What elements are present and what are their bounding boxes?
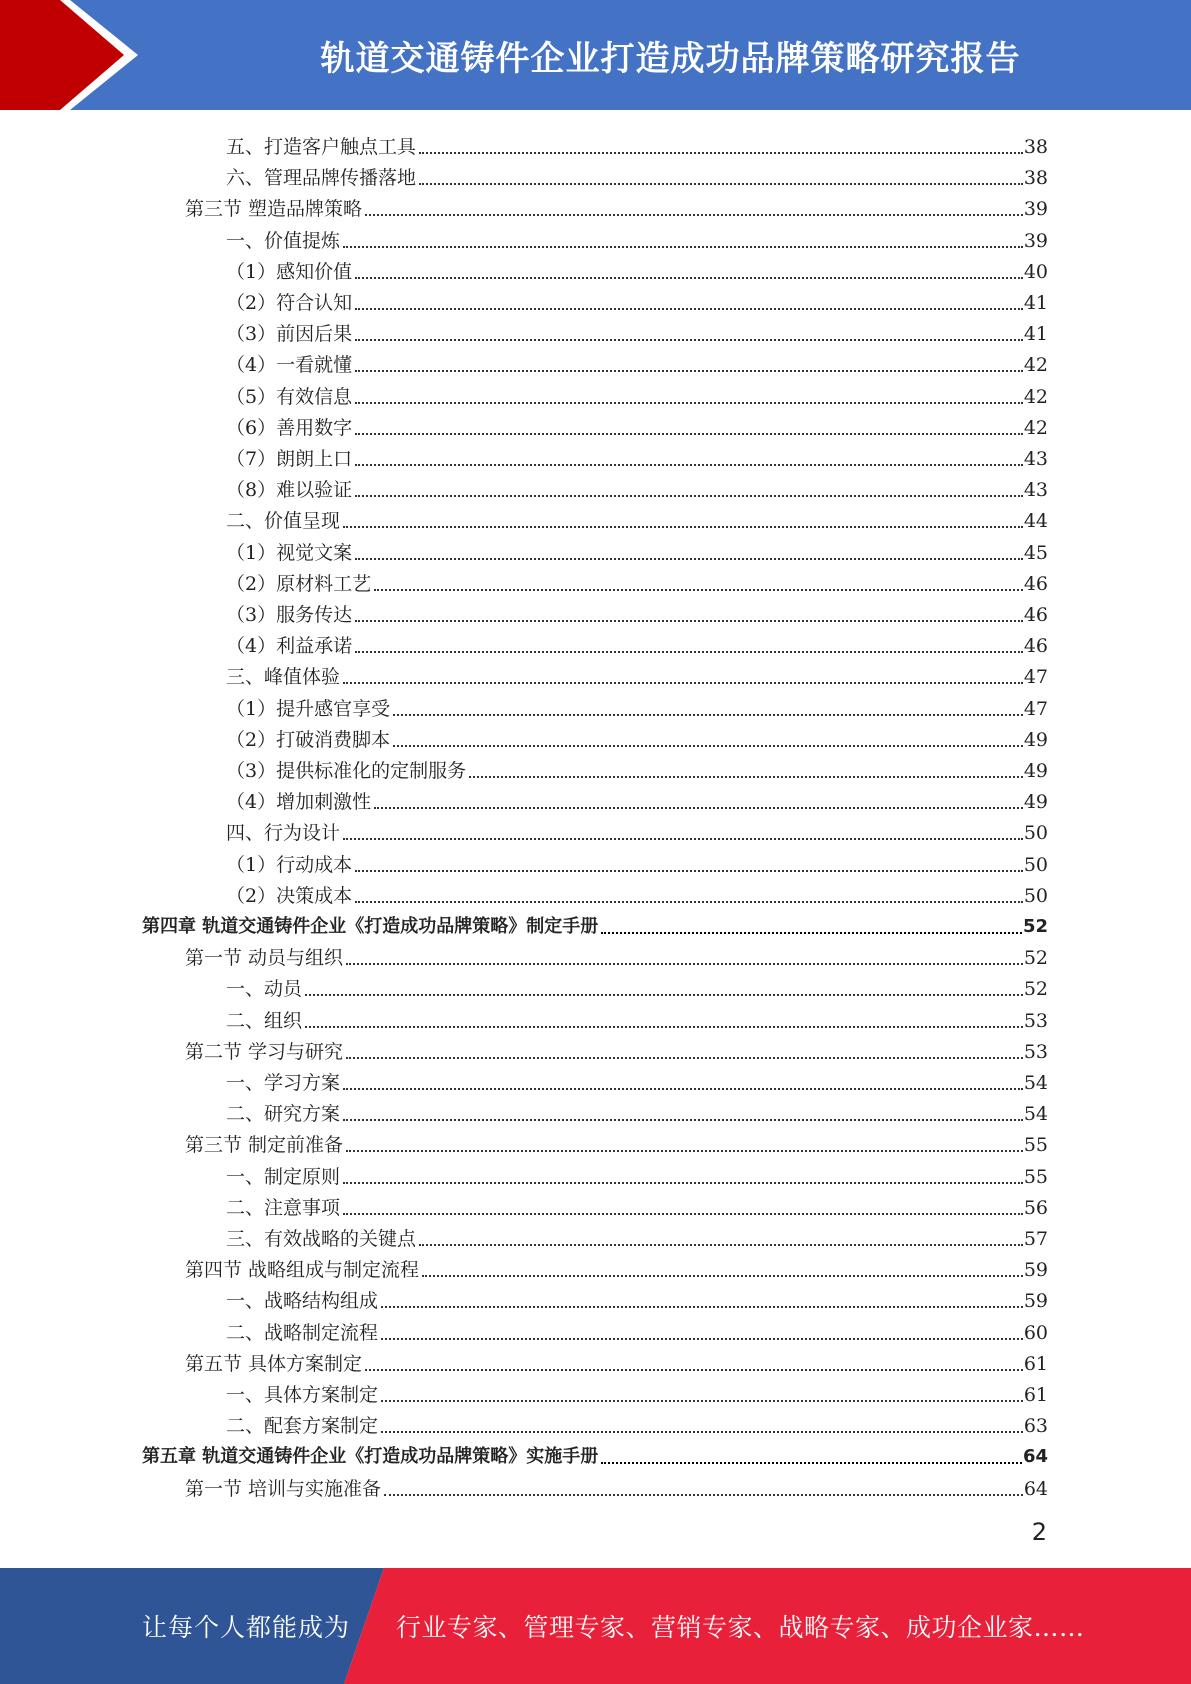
toc-entry-page: 55 <box>1023 1134 1048 1157</box>
toc-entry-label: 二、价值呈现 <box>226 510 341 533</box>
toc-dot-leader <box>346 1150 1023 1152</box>
toc-dot-leader <box>346 963 1023 965</box>
toc-entry-label: 一、学习方案 <box>226 1072 341 1094</box>
toc-entry-page: 46 <box>1023 635 1048 658</box>
toc-dot-leader <box>343 1119 1023 1121</box>
toc-entry-page: 52 <box>1023 947 1048 970</box>
toc-entry[interactable] <box>226 721 1048 752</box>
toc-dot-leader <box>355 402 1023 404</box>
toc-entry-page: 63 <box>1023 1415 1048 1438</box>
toc-dot-leader <box>601 1462 1022 1464</box>
toc-entry[interactable] <box>226 1220 1048 1251</box>
toc-entry-page: 49 <box>1023 760 1048 782</box>
toc-entry-page: 64 <box>1022 1446 1048 1468</box>
toc-entry-label: 二、注意事项 <box>226 1196 341 1219</box>
toc-entry-page: 39 <box>1023 198 1048 221</box>
toc-entry-label: （2）打破消费脚本 <box>226 728 391 751</box>
toc-dot-leader <box>343 838 1023 840</box>
toc-entry-label: 二、组织 <box>226 1009 303 1032</box>
toc-entry[interactable] <box>226 658 1048 689</box>
toc-entry-page: 41 <box>1023 323 1048 346</box>
toc-entry-label: 二、配套方案制定 <box>226 1415 379 1438</box>
toc-chapter-entry[interactable] <box>142 1438 1048 1469</box>
toc-dot-leader <box>365 214 1023 216</box>
toc-entry-label: 二、战略制定流程 <box>226 1321 379 1344</box>
toc-entry[interactable] <box>226 378 1048 409</box>
toc-dot-leader <box>355 277 1023 279</box>
toc-entry-label: （7）朗朗上口 <box>226 448 353 470</box>
toc-entry-page: 53 <box>1023 1040 1048 1063</box>
toc-dot-leader <box>355 620 1023 622</box>
toc-entry[interactable] <box>226 690 1048 721</box>
toc-entry-label: 三、峰值体验 <box>226 666 341 689</box>
toc-entry[interactable] <box>226 128 1048 159</box>
toc-entry[interactable] <box>226 315 1048 346</box>
toc-entry-page: 57 <box>1023 1228 1048 1250</box>
toc-entry-page: 49 <box>1023 791 1048 814</box>
toc-dot-leader <box>381 1306 1023 1308</box>
toc-entry-page: 60 <box>1023 1321 1048 1344</box>
footer-slogan-right: 行业专家、管理专家、营销专家、战略专家、成功企业家…… <box>396 1613 1085 1642</box>
toc-entry-page: 50 <box>1023 822 1048 845</box>
toc-entry-page: 56 <box>1023 1196 1048 1219</box>
toc-entry-label: （1）感知价值 <box>226 260 353 283</box>
toc-entry-page: 40 <box>1023 260 1048 283</box>
toc-dot-leader <box>381 1338 1023 1340</box>
toc-entry-label: 六、管理品牌传播落地 <box>226 167 417 190</box>
toc-section-entry[interactable] <box>185 1251 1048 1282</box>
toc-entry-page: 44 <box>1023 510 1048 533</box>
toc-entry-label: 四、行为设计 <box>226 822 341 845</box>
toc-entry-label: （1）行动成本 <box>226 853 353 876</box>
toc-dot-leader <box>374 589 1023 591</box>
toc-entry-label: （3）提供标准化的定制服务 <box>226 760 467 782</box>
page-number: 2 <box>1031 1518 1047 1546</box>
toc-entry-page: 50 <box>1023 884 1048 907</box>
toc-entry-page: 46 <box>1023 604 1048 626</box>
toc-dot-leader <box>355 370 1023 372</box>
toc-entry-page: 43 <box>1023 448 1048 470</box>
toc-entry-label: 一、动员 <box>226 978 303 1001</box>
toc-dot-leader <box>355 433 1023 435</box>
footer-slogan-left: 让每个人都能成为 <box>142 1613 351 1642</box>
toc-dot-leader <box>419 183 1023 185</box>
toc-dot-leader <box>384 1494 1023 1496</box>
header-chevron-decoration <box>0 0 160 110</box>
toc-entry-label: 一、价值提炼 <box>226 229 341 252</box>
toc-entry[interactable] <box>226 502 1048 533</box>
toc-entry-page: 61 <box>1023 1352 1048 1375</box>
toc-dot-leader <box>469 776 1023 778</box>
toc-dot-leader <box>393 745 1023 747</box>
toc-entry[interactable] <box>226 1189 1048 1220</box>
toc-dot-leader <box>419 152 1023 154</box>
toc-entry-page: 42 <box>1023 385 1048 408</box>
toc-entry-label: 第五节 具体方案制定 <box>185 1352 363 1375</box>
toc-entry-page: 38 <box>1023 167 1048 190</box>
toc-entry[interactable] <box>226 1158 1048 1189</box>
toc-entry[interactable] <box>226 752 1048 783</box>
toc-entry[interactable] <box>226 627 1048 658</box>
toc-entry-page: 54 <box>1023 1103 1048 1126</box>
toc-entry-label: （4）一看就懂 <box>226 354 353 377</box>
toc-section-entry[interactable] <box>185 1033 1048 1064</box>
toc-chapter-entry[interactable] <box>142 908 1048 939</box>
toc-dot-leader <box>355 464 1023 466</box>
toc-dot-leader <box>355 901 1023 903</box>
toc-entry[interactable] <box>226 222 1048 253</box>
toc-entry[interactable] <box>226 1376 1048 1407</box>
toc-entry-label: 第四章 轨道交通铸件企业《打造成功品牌策略》制定手册 <box>142 916 599 937</box>
toc-entry-label: 第三节 塑造品牌策略 <box>185 198 363 221</box>
toc-entry-label: 第一节 动员与组织 <box>185 947 344 970</box>
toc-entry-label: （3）前因后果 <box>226 323 353 346</box>
toc-entry-page: 50 <box>1023 853 1048 876</box>
toc-section-entry[interactable] <box>185 190 1048 221</box>
toc-dot-leader <box>343 246 1023 248</box>
toc-entry[interactable] <box>226 159 1048 190</box>
toc-entry-label: （2）决策成本 <box>226 884 353 907</box>
toc-entry-label: （4）增加刺激性 <box>226 791 372 814</box>
toc-entry-page: 47 <box>1023 697 1048 720</box>
toc-section-entry[interactable] <box>185 1126 1048 1157</box>
document-title: 轨道交通铸件企业打造成功品牌策略研究报告 <box>320 38 1021 79</box>
toc-entry[interactable] <box>226 440 1048 471</box>
toc-entry[interactable] <box>226 877 1048 908</box>
toc-entry-label: 第三节 制定前准备 <box>185 1134 344 1157</box>
toc-dot-leader <box>343 1182 1023 1184</box>
toc-entry-label: 第五章 轨道交通铸件企业《打造成功品牌策略》实施手册 <box>142 1446 599 1468</box>
toc-entry-page: 42 <box>1023 354 1048 377</box>
toc-entry-page: 61 <box>1023 1384 1048 1406</box>
toc-entry[interactable] <box>226 284 1048 315</box>
toc-entry-label: 三、有效战略的关键点 <box>226 1228 417 1250</box>
toc-entry-label: 第四节 战略组成与制定流程 <box>185 1259 420 1282</box>
toc-entry-label: 一、具体方案制定 <box>226 1384 379 1406</box>
toc-dot-leader <box>601 932 1022 934</box>
toc-entry-label: 一、战略结构组成 <box>226 1290 379 1313</box>
toc-entry-page: 52 <box>1022 916 1048 937</box>
toc-entry[interactable] <box>226 565 1048 596</box>
toc-entry-page: 53 <box>1023 1009 1048 1032</box>
toc-dot-leader <box>343 682 1023 684</box>
toc-dot-leader <box>355 308 1023 310</box>
toc-entry-label: （2）符合认知 <box>226 292 353 314</box>
toc-section-entry[interactable] <box>185 939 1048 970</box>
toc-entry[interactable] <box>226 1282 1048 1313</box>
toc-entry-page: 45 <box>1023 541 1048 564</box>
toc-entry-label: （5）有效信息 <box>226 385 353 408</box>
toc-dot-leader <box>355 558 1023 560</box>
toc-entry-label: （6）善用数字 <box>226 416 353 439</box>
toc-dot-leader <box>422 1275 1023 1277</box>
toc-entry-page: 46 <box>1023 572 1048 595</box>
toc-entry-page: 64 <box>1023 1477 1048 1500</box>
toc-dot-leader <box>393 714 1023 716</box>
toc-dot-leader <box>343 526 1023 528</box>
toc-entry[interactable] <box>226 1314 1048 1345</box>
toc-entry-page: 55 <box>1023 1165 1048 1188</box>
toc-entry-page: 42 <box>1023 416 1048 439</box>
toc-entry-page: 38 <box>1023 136 1048 158</box>
toc-entry-page: 59 <box>1023 1259 1048 1282</box>
toc-dot-leader <box>355 651 1023 653</box>
toc-entry-label: （3）服务传达 <box>226 604 353 626</box>
toc-entry-page: 54 <box>1023 1072 1048 1094</box>
toc-entry[interactable] <box>226 346 1048 377</box>
toc-section-entry[interactable] <box>185 1470 1048 1501</box>
toc-entry-page: 59 <box>1023 1290 1048 1313</box>
toc-dot-leader <box>305 1026 1023 1028</box>
toc-dot-leader <box>343 1213 1023 1215</box>
toc-dot-leader <box>355 495 1023 497</box>
toc-entry[interactable] <box>226 253 1048 284</box>
toc-entry-label: （8）难以验证 <box>226 479 353 502</box>
toc-dot-leader <box>355 870 1023 872</box>
page-footer <box>0 1568 1191 1684</box>
toc-entry[interactable] <box>226 1407 1048 1438</box>
toc-entry-page: 49 <box>1023 728 1048 751</box>
toc-dot-leader <box>343 1088 1023 1090</box>
toc-entry[interactable] <box>226 1095 1048 1126</box>
toc-entry-page: 41 <box>1023 292 1048 314</box>
toc-entry[interactable] <box>226 846 1048 877</box>
toc-entry[interactable] <box>226 783 1048 814</box>
toc-entry[interactable] <box>226 409 1048 440</box>
toc-entry[interactable] <box>226 1002 1048 1033</box>
toc-dot-leader <box>374 807 1023 809</box>
toc-entry-label: 第二节 学习与研究 <box>185 1040 344 1063</box>
toc-entry[interactable] <box>226 814 1048 845</box>
toc-dot-leader <box>419 1244 1023 1246</box>
toc-entry-label: （1）提升感官享受 <box>226 697 391 720</box>
toc-entry-page: 47 <box>1023 666 1048 689</box>
toc-entry-label: 第一节 培训与实施准备 <box>185 1477 382 1500</box>
toc-entry-label: 二、研究方案 <box>226 1103 341 1126</box>
toc-entry-label: 五、打造客户触点工具 <box>226 136 417 158</box>
toc-entry-page: 52 <box>1023 978 1048 1001</box>
toc-entry[interactable] <box>226 970 1048 1001</box>
toc-dot-leader <box>346 1057 1023 1059</box>
toc-entry-label: （2）原材料工艺 <box>226 572 372 595</box>
toc-entry-page: 43 <box>1023 479 1048 502</box>
toc-entry-label: （1）视觉文案 <box>226 541 353 564</box>
toc-entry-label: （4）利益承诺 <box>226 635 353 658</box>
toc-section-entry[interactable] <box>185 1345 1048 1376</box>
toc-dot-leader <box>365 1369 1023 1371</box>
toc-entry[interactable] <box>226 471 1048 502</box>
toc-dot-leader <box>355 339 1023 341</box>
page-header <box>0 0 1191 110</box>
toc-dot-leader <box>381 1400 1023 1402</box>
toc-entry[interactable] <box>226 534 1048 565</box>
toc-entry[interactable] <box>226 596 1048 627</box>
toc-entry[interactable] <box>226 1064 1048 1095</box>
toc-entry-label: 一、制定原则 <box>226 1165 341 1188</box>
toc-dot-leader <box>381 1431 1023 1433</box>
toc-entry-page: 39 <box>1023 229 1048 252</box>
toc-dot-leader <box>305 994 1023 996</box>
